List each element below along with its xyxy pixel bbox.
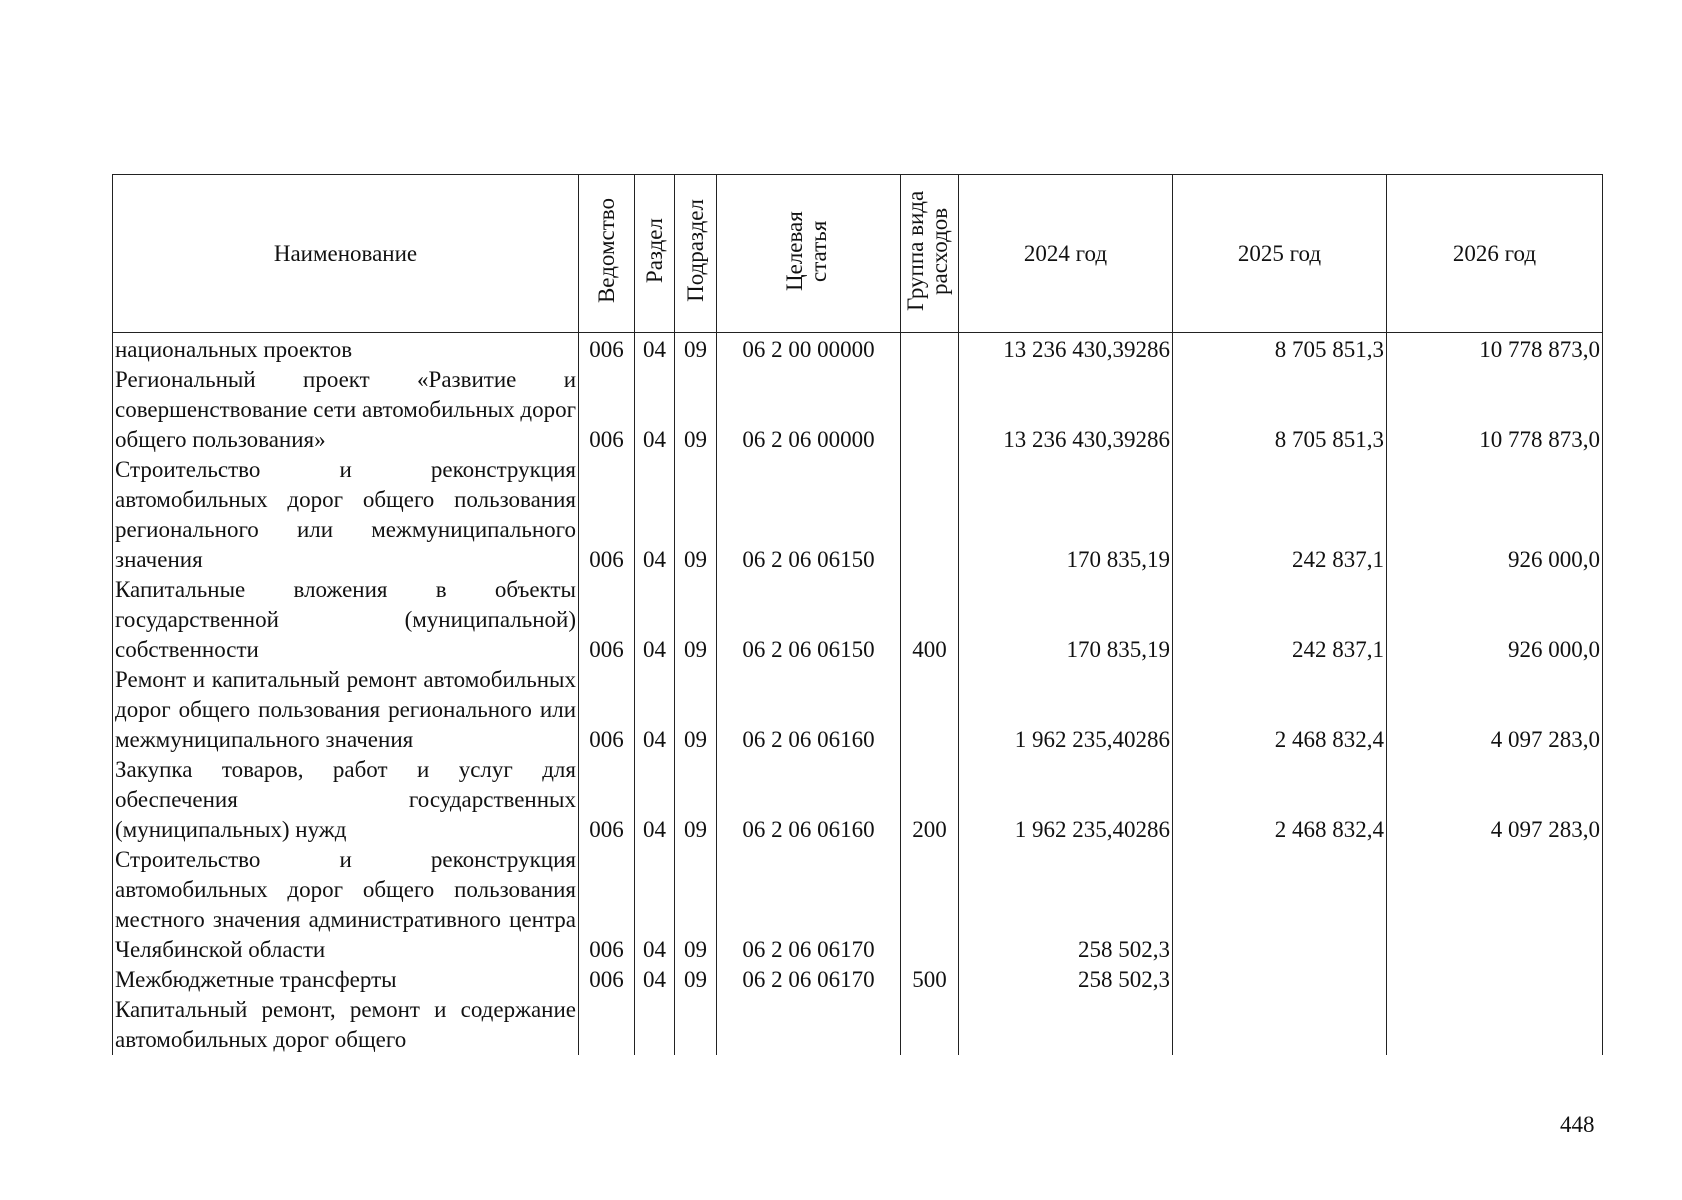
row-article	[717, 995, 901, 1055]
row-2024: 13 236 430,39286	[959, 333, 1173, 366]
row-article: 06 2 06 06170	[717, 965, 901, 995]
table-row	[113, 365, 1603, 455]
row-subsection: 09	[675, 333, 717, 366]
row-group	[901, 845, 959, 965]
row-section	[635, 995, 675, 1055]
row-group	[901, 365, 959, 455]
row-2026: 926 000,0	[1387, 455, 1603, 575]
row-dept: 006	[579, 845, 635, 965]
row-name: Закупка товаров, работ и услуг для обеспечения государственных (муниципальных) нужд	[113, 755, 579, 845]
row-2025	[1173, 845, 1387, 965]
header-dept: Ведомство	[579, 175, 635, 333]
row-2025: 8 705 851,3	[1173, 365, 1387, 455]
row-name: Ремонт и капитальный ремонт автомобильных дорог общего пользования регионального или межмуниципального значения	[113, 665, 579, 755]
row-2024: 13 236 430,39286	[959, 365, 1173, 455]
row-section: 04	[635, 845, 675, 965]
row-section: 04	[635, 755, 675, 845]
header-target-article: Целевая статья	[717, 175, 901, 333]
row-2024: 170 835,19	[959, 575, 1173, 665]
row-2026: 10 778 873,0	[1387, 333, 1603, 366]
row-name: Строительство и реконструкция автомобильных дорог общего пользования местного значения административного центра Челябинской области	[113, 845, 579, 965]
header-2024: 2024 год	[959, 175, 1173, 333]
row-article: 06 2 06 06170	[717, 845, 901, 965]
header-section: Раздел	[635, 175, 675, 333]
row-group	[901, 995, 959, 1055]
row-group: 500	[901, 965, 959, 995]
row-subsection: 09	[675, 965, 717, 995]
row-group	[901, 455, 959, 575]
row-section: 04	[635, 455, 675, 575]
row-group: 400	[901, 575, 959, 665]
row-2024: 258 502,3	[959, 845, 1173, 965]
row-dept: 006	[579, 755, 635, 845]
row-2025	[1173, 995, 1387, 1055]
header-name: Наименование	[113, 175, 579, 333]
row-2026: 10 778 873,0	[1387, 365, 1603, 455]
budget-table	[112, 174, 1603, 1055]
row-2026	[1387, 965, 1603, 995]
table-row	[113, 333, 1603, 366]
row-2026: 926 000,0	[1387, 575, 1603, 665]
row-dept: 006	[579, 965, 635, 995]
row-subsection: 09	[675, 845, 717, 965]
row-subsection: 09	[675, 575, 717, 665]
row-group	[901, 333, 959, 366]
row-2024	[959, 995, 1173, 1055]
row-group	[901, 665, 959, 755]
row-2026	[1387, 845, 1603, 965]
row-name: Капитальные вложения в объекты государственной (муниципальной) собственности	[113, 575, 579, 665]
row-article: 06 2 06 06150	[717, 455, 901, 575]
row-dept: 006	[579, 333, 635, 366]
row-section: 04	[635, 333, 675, 366]
row-2026	[1387, 995, 1603, 1055]
row-2024: 170 835,19	[959, 455, 1173, 575]
row-name: национальных проектов	[113, 333, 579, 366]
row-article: 06 2 00 00000	[717, 333, 901, 366]
row-2024: 1 962 235,40286	[959, 665, 1173, 755]
row-2025	[1173, 965, 1387, 995]
table-row	[113, 575, 1603, 665]
row-name: Строительство и реконструкция автомобильных дорог общего пользования регионального или межмуниципального значения	[113, 455, 579, 575]
row-2025: 242 837,1	[1173, 455, 1387, 575]
page-number: 448	[1560, 1112, 1595, 1137]
row-section: 04	[635, 665, 675, 755]
row-article: 06 2 06 06150	[717, 575, 901, 665]
row-article: 06 2 06 06160	[717, 665, 901, 755]
row-2025: 2 468 832,4	[1173, 755, 1387, 845]
row-section: 04	[635, 575, 675, 665]
row-subsection	[675, 995, 717, 1055]
row-dept: 006	[579, 365, 635, 455]
table-row	[113, 755, 1603, 845]
row-2025: 242 837,1	[1173, 575, 1387, 665]
row-2026: 4 097 283,0	[1387, 755, 1603, 845]
header-2026: 2026 год	[1387, 175, 1603, 333]
row-2025: 8 705 851,3	[1173, 333, 1387, 366]
row-dept	[579, 995, 635, 1055]
row-2025: 2 468 832,4	[1173, 665, 1387, 755]
table-row	[113, 665, 1603, 755]
row-dept: 006	[579, 575, 635, 665]
row-name: Межбюджетные трансферты	[113, 965, 579, 995]
table-row	[113, 995, 1603, 1055]
budget-sheet	[112, 174, 1603, 1055]
row-subsection: 09	[675, 455, 717, 575]
row-article: 06 2 06 00000	[717, 365, 901, 455]
row-dept: 006	[579, 455, 635, 575]
row-group: 200	[901, 755, 959, 845]
header-expense-group: Группа вида расходов	[901, 175, 959, 333]
row-name: Региональный проект «Развитие и совершенствование сети автомобильных дорог общего пользования»	[113, 365, 579, 455]
table-row	[113, 455, 1603, 575]
row-section: 04	[635, 965, 675, 995]
row-subsection: 09	[675, 755, 717, 845]
row-2026: 4 097 283,0	[1387, 665, 1603, 755]
table-row	[113, 845, 1603, 965]
row-2024: 258 502,3	[959, 965, 1173, 995]
row-dept: 006	[579, 665, 635, 755]
header-2025: 2025 год	[1173, 175, 1387, 333]
row-article: 06 2 06 06160	[717, 755, 901, 845]
row-2024: 1 962 235,40286	[959, 755, 1173, 845]
row-name: Капитальный ремонт, ремонт и содержание автомобильных дорог общего	[113, 995, 579, 1055]
header-subsection: Подраздел	[675, 175, 717, 333]
row-subsection: 09	[675, 365, 717, 455]
table-row	[113, 965, 1603, 995]
row-subsection: 09	[675, 665, 717, 755]
row-section: 04	[635, 365, 675, 455]
table-header-row	[113, 175, 1603, 333]
